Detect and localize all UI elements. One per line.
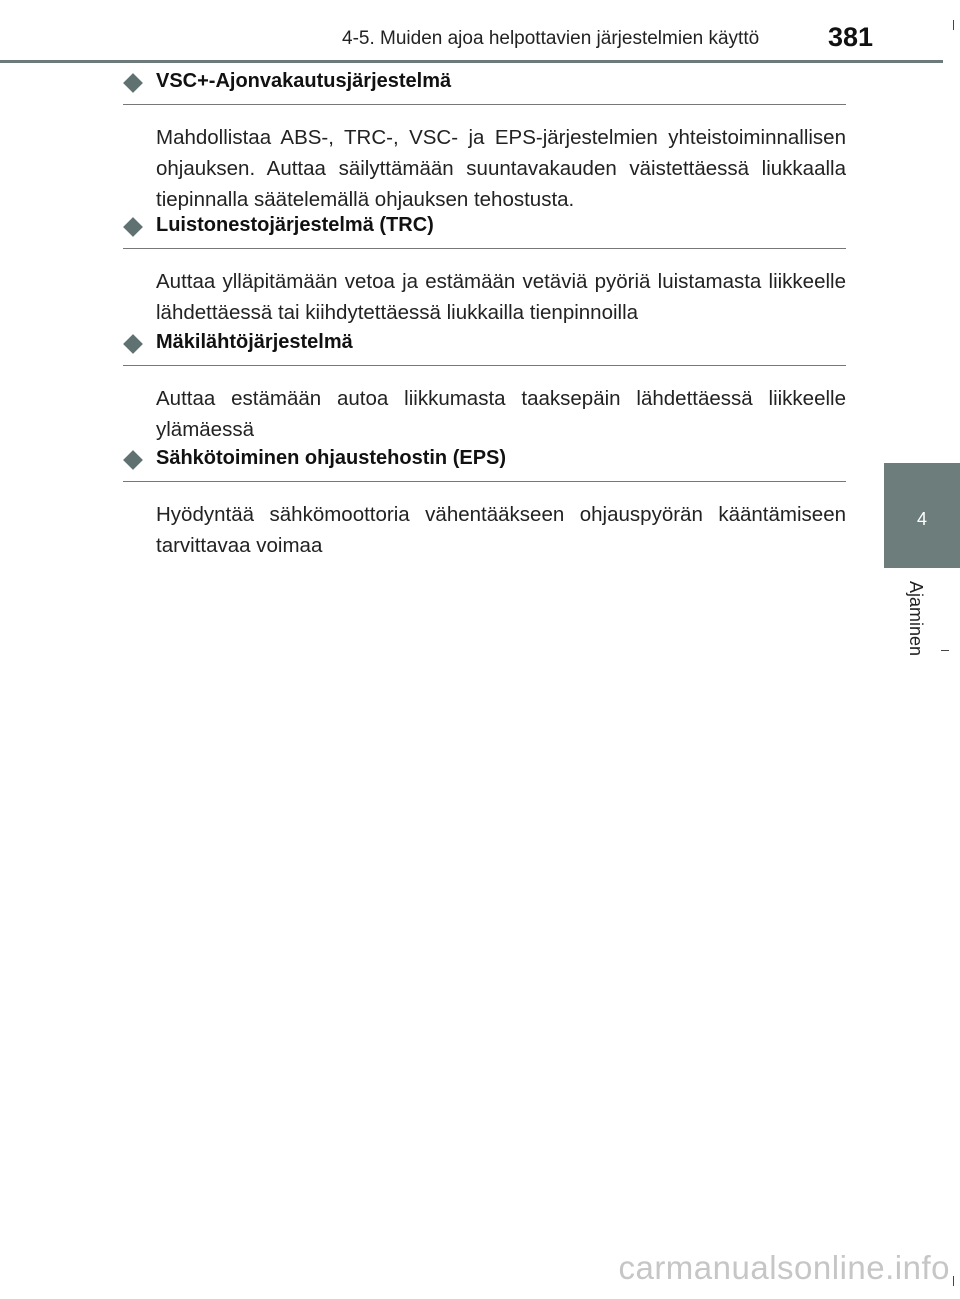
page-number: 381 [828,22,874,52]
section-heading-text: VSC+-Ajonvakautusjärjestelmä [156,70,452,92]
crop-mark [941,650,949,651]
crop-mark [953,20,954,30]
section-heading-text: Sähkötoiminen ohjaustehostin (EPS) [156,447,507,469]
chapter-label: Ajaminen [906,581,926,657]
watermark: carmanualsonline.info [618,1249,950,1286]
chapter-tab [884,463,960,568]
chapter-number: 4 [916,509,927,529]
crop-mark [953,1276,954,1286]
section-eps [123,447,846,561]
diamond-bullet-icon [123,73,143,93]
section-heading [123,70,846,105]
section-heading-text: Luistonestojärjestelmä (TRC) [156,214,434,236]
section-heading [123,447,846,482]
section-vsc [123,70,846,215]
section-body: Auttaa estämään autoa liikkumasta taaksepäin lähdettäessä liikkeelle ylämäessä [156,387,846,441]
diamond-bullet-icon [123,217,143,237]
section-heading [123,331,846,366]
section-trc [123,214,846,328]
running-header: 4-5. Muiden ajoa helpottavien järjestelmien käyttö [342,28,760,49]
header-rule [0,60,943,63]
section-body: Auttaa ylläpitämään vetoa ja estämään vetäviä pyöriä luistamasta liikkeelle lähdettäessä tai kiihdytettäessä liukkailla tienpinnoilla [156,270,846,324]
section-heading [123,214,846,249]
diamond-bullet-icon [123,450,143,470]
section-hill-start [123,331,846,445]
section-body: Mahdollistaa ABS-, TRC-, VSC- ja EPS-järjestelmien yhteistoiminnallisen ohjauksen. Auttaa säilyttämään suuntavakauden väistettäessä liukkaalla tiepinnalla säätelemällä ohjauksen tehostusta. [156,126,846,211]
section-heading-text: Mäkilähtöjärjestelmä [156,331,353,353]
section-body: Hyödyntää sähkömoottoria vähentääkseen ohjauspyörän kääntämiseen tarvittavaa voimaa [156,503,846,557]
diamond-bullet-icon [123,334,143,354]
